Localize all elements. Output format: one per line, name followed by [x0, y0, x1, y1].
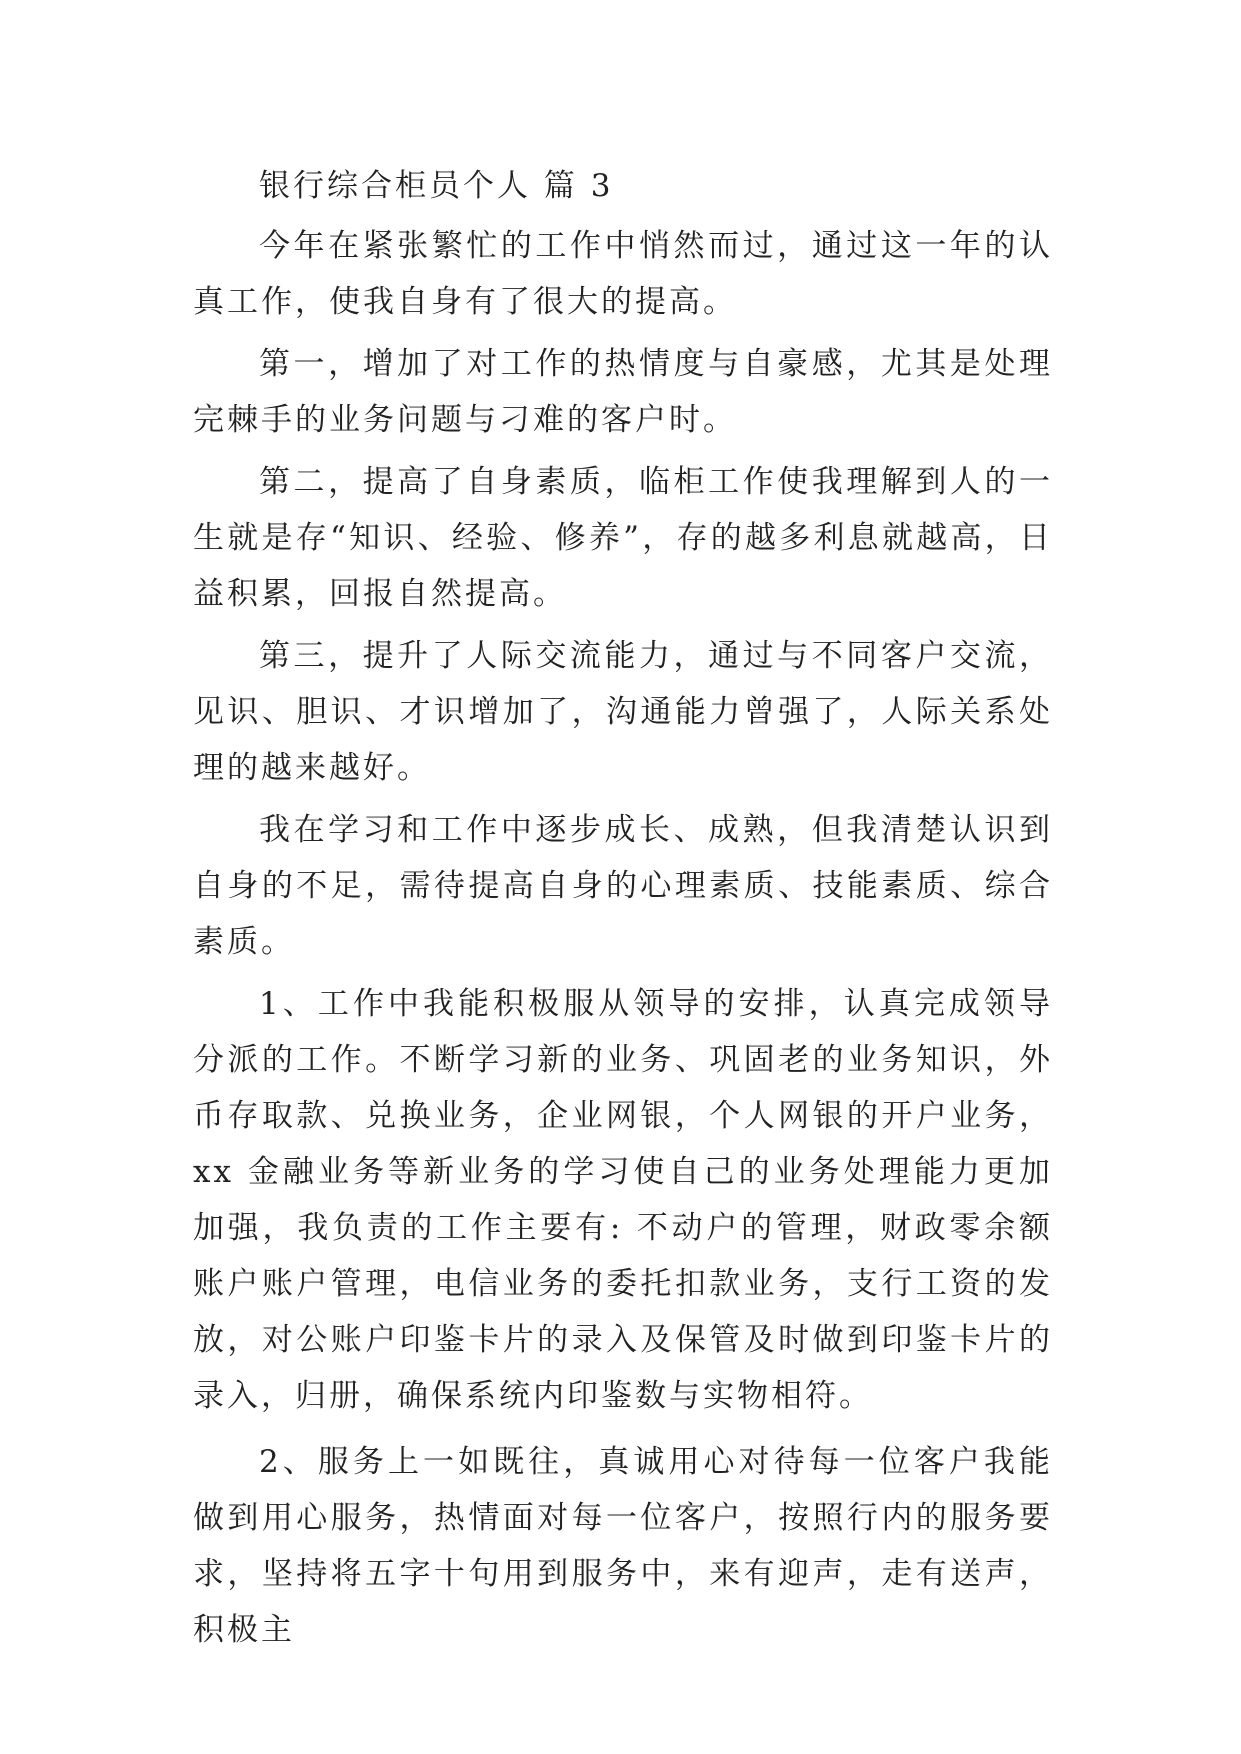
document-title: 银行综合柜员个人 篇 3 — [259, 168, 614, 204]
paragraph-item-2: 2、服务上一如既往，真诚用心对待每一位客户我能做到用心服务，热情面对每一位客户，按照行内的服务要求，坚持将五字十句用到服务中，来有迎声，走有送声，积极主 — [193, 1444, 1053, 1648]
paragraph-item-1: 1、工作中我能积极服从领导的安排，认真完成领导分派的工作。不断学习新的业务、巩固老的业务知识，外币存取款、兑换业务，企业网银，个人网银的开户业务，xx 金融业务等新业务的学习使自己的业务处理能力更加加强，我负责的工作主要有: 不动户的管理，财政零余额账户账户管理，电信业务的委托扣款业务，支行工资的发放，对公账户印鉴卡片的录入及保管及时做到印鉴卡片的录入，归册，确保系统内印鉴数与实物相符。 — [193, 986, 1053, 1414]
document-body — [193, 158, 1053, 1664]
paragraph-second: 第二，提高了自身素质，临柜工作使我理解到人的一生就是存“知识、经验、修养”，存的越多利息就越高，日益积累，回报自然提高。 — [193, 464, 1053, 612]
paragraph-first: 第一，增加了对工作的热情度与自豪感，尤其是处理完棘手的业务问题与刁难的客户时。 — [193, 346, 1053, 438]
paragraph-third: 第三，提升了人际交流能力，通过与不同客户交流，见识、胆识、才识增加了，沟通能力曾强了，人际关系处理的越来越好。 — [193, 638, 1053, 786]
paragraph-intro: 今年在紧张繁忙的工作中悄然而过，通过这一年的认真工作，使我自身有了很大的提高。 — [193, 228, 1053, 320]
paragraph-shortcomings: 我在学习和工作中逐步成长、成熟，但我清楚认识到自身的不足，需待提高自身的心理素质、技能素质、综合素质。 — [193, 812, 1053, 960]
